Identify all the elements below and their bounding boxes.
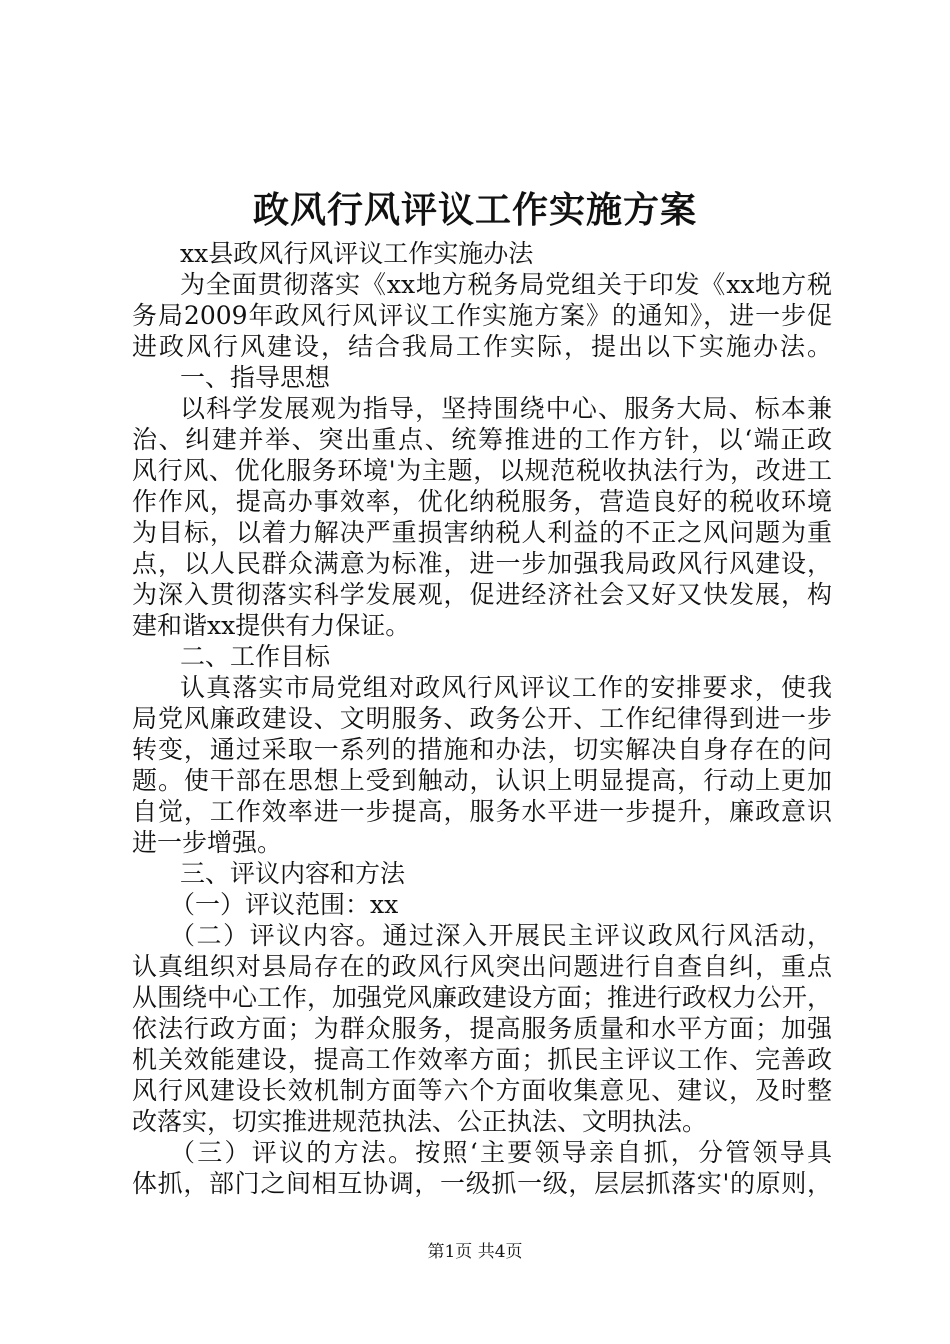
subtitle-line: xx县政风行风评议工作实施办法 [180,239,534,268]
paragraph-line: 作作风，提高办事效率，优化纳税服务，营造良好的税收环境 [132,487,832,516]
document-title: 政风行风评议工作实施方案 [252,189,697,231]
paragraph-line: 从围绕中心工作，加强党风廉政建设方面；推进行政权力公开， [132,983,833,1012]
paragraph-line: 机关效能建设，提高工作效率方面；抓民主评议工作、完善政 [132,1045,832,1074]
paragraph-line: 题。使干部在思想上受到触动，认识上明显提高，行动上更加 [132,766,832,795]
paragraph-line: 为目标，以着力解决严重损害纳税人利益的不正之风问题为重 [132,518,832,547]
sub-item-line: （一）评议范围：xx [170,890,399,919]
sub-item-line: （二）评议内容。通过深入开展民主评议政风行风活动， [170,921,832,950]
paragraph-line: 认真落实市局党组对政风行风评议工作的安排要求，使我 [180,673,832,702]
paragraph-line: 依法行政方面；为群众服务，提高服务质量和水平方面；加强 [132,1014,832,1043]
paragraph-line: 认真组织对县局存在的政风行风突出问题进行自查自纠，重点 [132,952,832,981]
paragraph-line: 局党风廉政建设、文明服务、政务公开、工作纪律得到进一步 [132,704,832,733]
paragraph-line: 自觉，工作效率进一步提高，服务水平进一步提升，廉政意识 [132,797,832,826]
paragraph-line: 建和谐xx提供有力保证。 [132,611,411,640]
paragraph-line: 以科学发展观为指导，坚持围绕中心、服务大局、标本兼 [180,394,832,423]
paragraph-line: 务局2009年政风行风评议工作实施方案》的通知》，进一步促 [132,301,832,330]
paragraph-line: 改落实，切实推进规范执法、公正执法、文明执法。 [132,1107,708,1136]
section-heading: 二、工作目标 [180,642,331,671]
paragraph-line: 进一步增强。 [132,828,283,857]
sub-item-line: （三）评议的方法。按照‘主要领导亲自抓，分管领导具 [170,1138,832,1167]
page-number-footer: 第1页 共4页 [427,1242,523,1262]
paragraph-line: 为深入贯彻落实科学发展观，促进经济社会又好又快发展，构 [132,580,832,609]
paragraph-line: 体抓，部门之间相互协调，一级抓一级，层层抓落实'的原则， [132,1169,832,1198]
paragraph-line: 为全面贯彻落实《xx地方税务局党组关于印发《xx地方税 [180,270,832,299]
paragraph-line: 治、纠建并举、突出重点、统筹推进的工作方针，以‘端正政 [132,425,832,454]
paragraph-line: 风行风建设长效机制方面等六个方面收集意见、建议，及时整 [132,1076,832,1105]
paragraph-line: 风行风、优化服务环境'为主题，以规范税收执法行为，改进工 [132,456,832,485]
paragraph-line: 进政风行风建设，结合我局工作实际，提出以下实施办法。 [132,332,832,361]
section-heading: 三、评议内容和方法 [180,859,406,888]
paragraph-line: 点，以人民群众满意为标准，进一步加强我局政风行风建设， [132,549,832,578]
paragraph-line: 转变，通过采取一系列的措施和办法，切实解决自身存在的问 [132,735,832,764]
section-heading: 一、指导思想 [180,363,331,392]
